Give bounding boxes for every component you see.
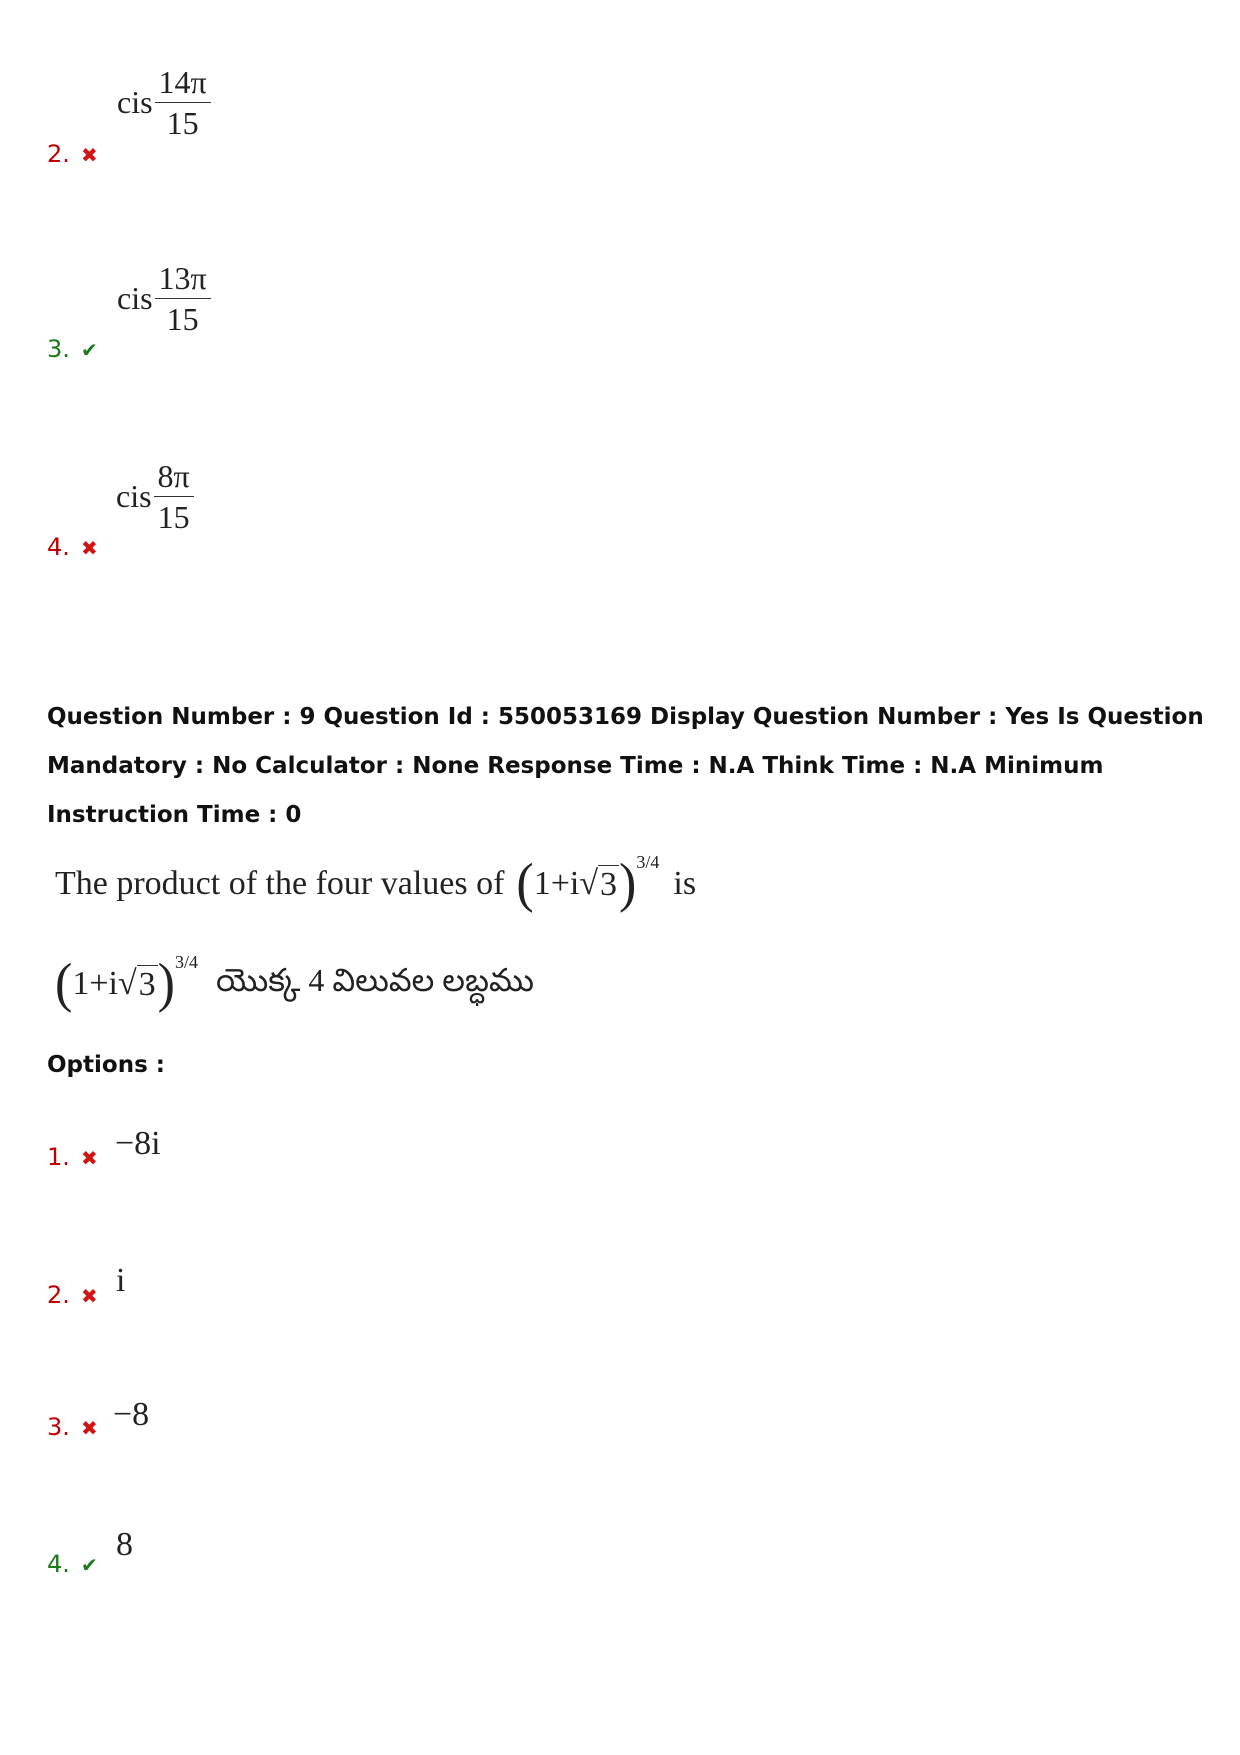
denominator: 15 <box>157 499 190 535</box>
open-paren: ( <box>516 853 534 914</box>
exponent: 3/4 <box>636 851 660 872</box>
question-text-english <box>55 851 697 914</box>
prev-option-3-math <box>117 258 211 339</box>
radicand: 3 <box>600 865 618 903</box>
cis-label: cis <box>117 280 153 316</box>
fraction <box>154 456 194 537</box>
cis-label: cis <box>117 84 153 120</box>
options-label: Options : <box>47 1052 165 1078</box>
close-paren: ) <box>619 853 637 914</box>
prev-option-4 <box>47 533 98 561</box>
exponent: 3/4 <box>174 951 198 972</box>
numerator: 13π <box>155 258 211 299</box>
question-metadata: Question Number : 9 Question Id : 550053169 Display Question Number : Yes Is Question Mandatory : No Calculator : None Response Time : N.A Think Time : N.A Minimum Instruction Time : 0 <box>47 704 1204 828</box>
open-paren: ( <box>55 953 73 1014</box>
prev-option-3 <box>47 335 98 363</box>
check-mark-icon: ✔ <box>81 338 98 362</box>
question-text-telugu <box>55 951 534 1014</box>
fraction <box>155 258 211 339</box>
option-number: 4. <box>47 1550 70 1578</box>
option-number: 4. <box>47 533 70 561</box>
option-1-value: −8i <box>115 1125 161 1162</box>
option-2-value: i <box>116 1262 126 1299</box>
option-number: 1. <box>47 1143 70 1171</box>
radicand: 3 <box>138 965 156 1003</box>
check-mark-icon: ✔ <box>81 1553 98 1577</box>
wrong-mark-icon: ✖ <box>81 143 98 167</box>
numerator: 8π <box>154 456 194 497</box>
denominator: 15 <box>166 105 199 141</box>
sqrt-sign: √ <box>579 865 599 902</box>
wrong-mark-icon: ✖ <box>81 536 98 560</box>
option-number: 3. <box>47 335 70 363</box>
prev-option-2-math <box>117 62 211 143</box>
option-2 <box>47 1281 98 1309</box>
close-paren: ) <box>157 953 175 1014</box>
option-number: 2. <box>47 1281 70 1309</box>
prev-option-4-math <box>116 456 194 537</box>
option-4 <box>47 1550 98 1578</box>
question-suffix: is <box>673 865 697 902</box>
wrong-mark-icon: ✖ <box>81 1146 98 1170</box>
denominator: 15 <box>166 301 199 337</box>
expr-base: 1+i <box>72 965 118 1002</box>
option-4-value: 8 <box>116 1526 133 1563</box>
option-number: 2. <box>47 140 70 168</box>
question-prefix: The product of the four values of <box>55 865 505 902</box>
option-number: 3. <box>47 1413 70 1441</box>
sqrt-sign: √ <box>117 965 137 1002</box>
prev-option-2 <box>47 140 98 168</box>
numerator: 14π <box>155 62 211 103</box>
wrong-mark-icon: ✖ <box>81 1416 98 1440</box>
expr-base: 1+i <box>533 865 580 902</box>
fraction <box>155 62 211 143</box>
cis-label: cis <box>116 478 152 514</box>
telugu-suffix: యొక్క 4 విలువల లబ్ధము <box>215 961 534 998</box>
option-3-value: −8 <box>113 1396 150 1433</box>
wrong-mark-icon: ✖ <box>81 1284 98 1308</box>
option-3 <box>47 1413 98 1441</box>
option-1 <box>47 1143 98 1171</box>
